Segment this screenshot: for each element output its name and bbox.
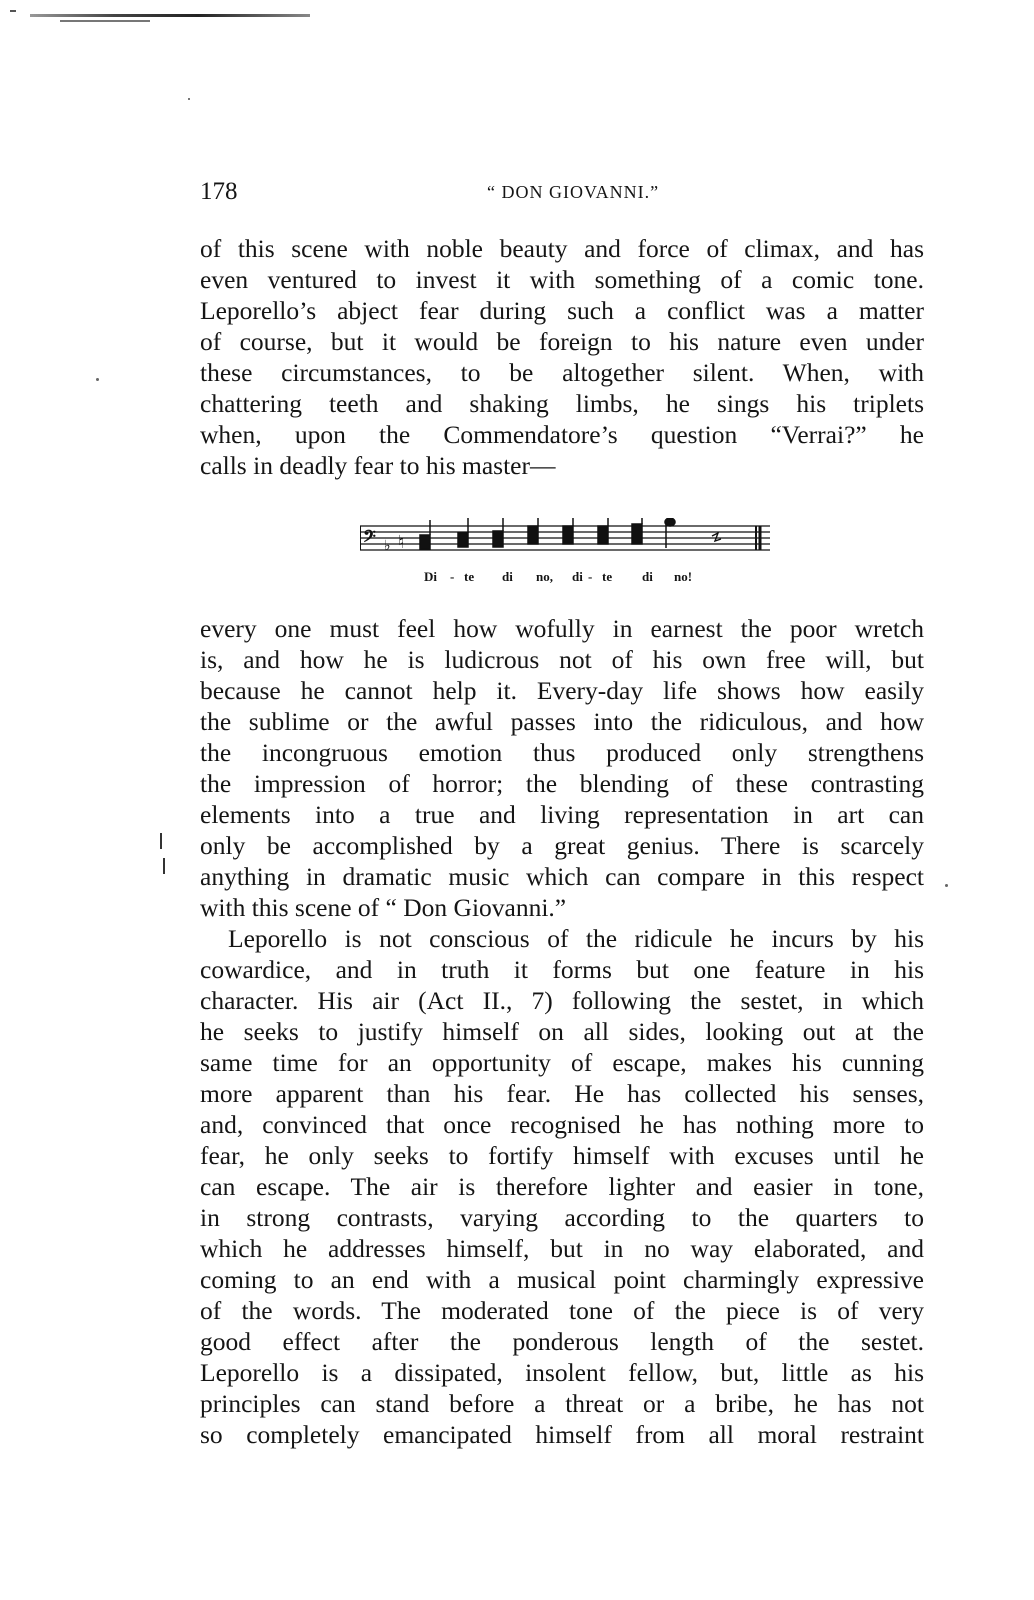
text-line: of this scene with noble beauty and force of climax, and has <box>200 234 924 263</box>
text-line: he seeks to justify himself on all sides, looking out at the <box>200 1017 924 1046</box>
text-line: anything in dramatic music which can compare in this respect <box>200 862 924 891</box>
text-line: character. His air (Act II., 7) following the sestet, in which <box>200 986 924 1015</box>
scan-artifact-top-rule-2 <box>60 20 150 22</box>
text-line: same time for an opportunity of escape, makes his cunning <box>200 1048 924 1077</box>
natural-icon: ♮ <box>398 532 405 553</box>
lyric-syllable: no! <box>674 569 693 584</box>
text-line: principles can stand before a threat or a bribe, he has not <box>200 1389 924 1418</box>
lyric-syllable: te <box>464 569 475 584</box>
text-line: the impression of horror; the blending of these contrasting <box>200 769 924 798</box>
music-lyrics <box>424 569 724 587</box>
paragraph-2 <box>200 613 924 923</box>
scan-artifact-dot <box>96 378 99 381</box>
music-staff <box>360 518 770 568</box>
text-line: the incongruous emotion thus produced only strengthens <box>200 738 924 767</box>
margin-mark <box>163 858 165 874</box>
margin-mark <box>160 833 162 849</box>
bass-clef-icon: 𝄢 <box>363 526 376 550</box>
text-line: of course, but it would be foreign to his nature even under <box>200 327 924 356</box>
text-line: elements into a true and living representation in art can <box>200 800 924 829</box>
scan-artifact-top-rule <box>30 14 310 17</box>
text-line: these circumstances, to be altogether silent. When, with <box>200 358 924 387</box>
running-title: “ DON GIOVANNI.” <box>487 182 660 202</box>
text-line: and, convinced that once recognised he has nothing more to <box>200 1110 924 1139</box>
text-line: the sublime or the awful passes into the ridiculous, and how <box>200 707 924 736</box>
text-line: even ventured to invest it with something of a comic tone. <box>200 265 924 294</box>
lyric-syllable: - <box>450 569 455 584</box>
lyric-syllable: Di <box>424 569 437 584</box>
text-line: calls in deadly fear to his master— <box>200 451 556 480</box>
text-line: Leporello is not conscious of the ridicule he incurs by his <box>228 924 924 953</box>
lyric-syllable: no, <box>536 569 553 584</box>
lyric-syllable: di <box>502 569 513 584</box>
scan-artifact-dot <box>945 884 948 887</box>
lyric-syllable: di <box>642 569 653 584</box>
text-line: Leporello’s abject fear during such a conflict was a matter <box>200 296 924 325</box>
text-line: which he addresses himself, but in no way elaborated, and <box>200 1234 924 1263</box>
text-line: when, upon the Commendatore’s question “Verrai?” he <box>200 420 924 449</box>
scan-artifact-dot <box>188 98 190 100</box>
text-line: chattering teeth and shaking limbs, he sings his triplets <box>200 389 924 418</box>
text-line: of the words. The moderated tone of the piece is of very <box>200 1296 924 1325</box>
lyric-syllable: - <box>588 569 593 584</box>
text-line: so completely emancipated himself from all moral restraint <box>200 1420 924 1449</box>
lyric-syllable: di <box>572 569 583 584</box>
paragraph-3 <box>200 923 924 1450</box>
text-line: Leporello is a dissipated, insolent fellow, but, little as his <box>200 1358 924 1387</box>
lyric-syllable: te <box>602 569 613 584</box>
paragraph-1 <box>200 233 924 481</box>
text-line: more apparent than his fear. He has collected his senses, <box>200 1079 924 1108</box>
music-example <box>360 518 770 590</box>
text-line: because he cannot help it. Every-day life shows how easily <box>200 676 924 705</box>
text-line: good effect after the ponderous length of the sestet. <box>200 1327 924 1356</box>
text-line: fear, he only seeks to fortify himself with excuses until he <box>200 1141 924 1170</box>
text-line: every one must feel how wofully in earnest the poor wretch <box>200 614 924 643</box>
flat-icon: ♭ <box>384 538 391 554</box>
text-line: in strong contrasts, varying according to the quarters to <box>200 1203 924 1232</box>
page-number: 178 <box>200 178 238 205</box>
text-line: with this scene of “ Don Giovanni.” <box>200 893 567 922</box>
text-line: is, and how he is ludicrous not of his own free will, but <box>200 645 924 674</box>
text-line: coming to an end with a musical point charmingly expressive <box>200 1265 924 1294</box>
page-header <box>200 178 924 214</box>
text-line: cowardice, and in truth it forms but one feature in his <box>200 955 924 984</box>
text-line: only be accomplished by a great genius. There is scarcely <box>200 831 924 860</box>
text-line: can escape. The air is therefore lighter and easier in tone, <box>200 1172 924 1201</box>
scan-artifact-tick <box>10 10 16 12</box>
